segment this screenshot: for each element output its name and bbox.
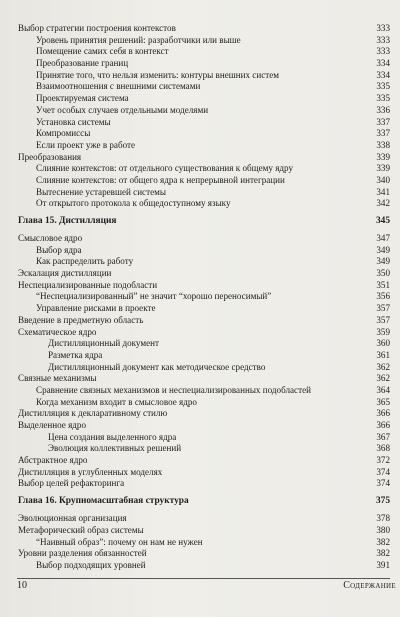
toc-page-number: 337 — [376, 128, 390, 139]
toc-entry-row — [18, 408, 390, 420]
toc-entry-title: Метафорический образ системы — [18, 524, 144, 535]
toc-page-number: 335 — [376, 81, 390, 92]
toc-entry-title: Схематическое ядро — [18, 326, 97, 337]
toc-entry-title: Эскалация дистилляции — [18, 268, 112, 279]
toc-entry-row — [18, 513, 390, 525]
toc-page-number: 337 — [376, 116, 390, 127]
toc-entry-row — [18, 233, 390, 245]
toc-page-number: 341 — [376, 186, 390, 197]
toc-page-number: 391 — [376, 559, 390, 570]
toc-entry-title: Взаимоотношения с внешними системами — [36, 81, 201, 92]
toc-entry-title: “Наивный образ”: почему он нам не нужен — [36, 536, 203, 547]
toc-page-number: 340 — [376, 174, 390, 185]
toc-entry-row — [18, 256, 390, 268]
footer-page-number: 10 — [17, 580, 27, 591]
toc-page-number: 368 — [376, 443, 390, 454]
toc-entry-row — [18, 338, 390, 350]
chapter-title: Глава 15. Дистилляция — [18, 216, 117, 226]
toc-page-number: 357 — [376, 314, 390, 325]
toc-entry-title: Помещение самих себя в контекст — [36, 46, 169, 57]
toc-entry-title: Преобразования — [18, 151, 82, 162]
toc-page-number: 339 — [376, 151, 390, 162]
toc-entry-title: Вытеснение устаревшей системы — [36, 186, 166, 197]
toc-entry-title: Учет особых случаев отдельными моделями — [36, 104, 209, 115]
toc-entry-title: Смысловое ядро — [18, 233, 83, 243]
toc-entry-title: Как распределить работу — [36, 256, 134, 267]
toc-entry-row — [18, 35, 390, 47]
table-of-contents — [18, 23, 390, 572]
toc-page-number: 360 — [376, 338, 390, 349]
toc-page-number: 339 — [376, 163, 390, 174]
toc-entry-row — [18, 303, 390, 315]
footer-section-title: Содержание — [343, 580, 396, 591]
toc-entry-title: Введение в предметную область — [18, 314, 144, 325]
toc-entry-title: Абстрактное ядро — [18, 455, 88, 466]
toc-page-number: 380 — [376, 524, 390, 535]
toc-entry-row — [18, 105, 390, 117]
toc-entry-row — [18, 537, 390, 549]
toc-entry-row — [18, 46, 390, 58]
toc-page-number: 366 — [376, 408, 390, 419]
toc-entry-row — [18, 198, 390, 210]
toc-page-number: 335 — [376, 93, 390, 104]
toc-entry-title: Слияние контекстов: от отдельного существования к общему ядру — [36, 163, 294, 174]
chapter-title: Глава 16. Крупномасштабная структура — [18, 496, 189, 507]
toc-entry-row — [18, 432, 390, 444]
footer-rule — [17, 578, 390, 579]
toc-entry-title: Разметка ядра — [48, 349, 103, 360]
toc-entry-title: Установка системы — [36, 116, 111, 127]
toc-entry-title: Выбор ядра — [36, 244, 82, 255]
toc-entry-row — [18, 291, 390, 303]
toc-page-number: 334 — [376, 58, 390, 69]
toc-entry-row — [18, 58, 390, 70]
toc-page-number: 347 — [376, 233, 390, 243]
toc-page-number: 362 — [376, 373, 390, 384]
toc-page-number: 351 — [376, 279, 390, 290]
toc-entry-row — [18, 152, 390, 164]
toc-entry-title: Дистилляция к декларативному стилю — [18, 408, 168, 419]
toc-entry-title: “Неспециализированный” не значит “хорошо переносимый” — [36, 291, 272, 302]
toc-page-number: 359 — [376, 326, 390, 337]
toc-page-number: 361 — [376, 349, 390, 360]
toc-entry-title: Дистилляционный документ как методическое средство — [48, 361, 266, 372]
toc-page-number: 349 — [376, 256, 390, 267]
toc-entry-row — [18, 420, 390, 432]
toc-entry-row — [18, 443, 390, 455]
toc-entry-row — [18, 128, 390, 140]
toc-entry-row — [18, 455, 390, 467]
toc-entry-row — [18, 478, 390, 490]
toc-entry-title: Проектируемая система — [36, 93, 129, 104]
toc-entry-row — [18, 268, 390, 280]
toc-entry-title: Компромиссы — [36, 128, 91, 139]
toc-entry-row — [18, 373, 390, 385]
toc-entry-title: Сравнение связных механизмов и неспециализированных подобластей — [36, 384, 311, 395]
toc-entry-title: Выбор подходящих уровней — [36, 559, 146, 570]
toc-entry-title: Выделенное ядро — [18, 420, 87, 430]
toc-page-number: 366 — [376, 420, 390, 430]
toc-page-number: 334 — [376, 69, 390, 80]
toc-entry-row — [18, 548, 390, 560]
toc-page-number: 382 — [376, 536, 390, 547]
toc-entry-title: От открытого протокола к общедоступному языку — [36, 198, 231, 209]
toc-page-number: 333 — [376, 46, 390, 57]
toc-entry-row — [18, 70, 390, 82]
toc-entry-row — [18, 23, 390, 35]
toc-entry-row — [18, 385, 390, 397]
toc-page-number: 364 — [376, 384, 390, 395]
toc-chapter-row — [18, 214, 390, 229]
toc-entry-title: Управление рисками в проекте — [36, 303, 156, 314]
toc-page-number: 333 — [376, 23, 390, 33]
toc-entry-row — [18, 93, 390, 105]
toc-entry-title: Выбор стратегии построения контекстов — [18, 23, 176, 33]
toc-page-number: 367 — [376, 431, 390, 442]
toc-entry-title: Дистилляция в углубленных моделях — [18, 466, 163, 477]
toc-entry-row — [18, 315, 390, 327]
toc-page-number: 342 — [376, 198, 390, 209]
toc-entry-title: Дистилляционный документ — [48, 338, 159, 349]
toc-entry-title: Когда механизм входит в смысловое ядро — [36, 396, 197, 407]
toc-page-number: 374 — [376, 466, 390, 477]
toc-entry-row — [18, 362, 390, 374]
toc-entry-title: Уровни разделения обязанностей — [18, 548, 147, 559]
toc-entry-row — [18, 560, 390, 572]
toc-entry-row — [18, 467, 390, 479]
toc-page-number: 345 — [375, 216, 390, 226]
toc-page-number: 362 — [376, 361, 390, 372]
toc-entry-title: Уровень принятия решений: разработчики или выше — [36, 34, 241, 45]
toc-entry-row — [18, 140, 390, 152]
toc-page-number: 378 — [376, 513, 390, 524]
toc-entry-title: Цена создания выделенного ядра — [48, 431, 177, 442]
toc-page-number: 333 — [376, 34, 390, 45]
toc-entry-row — [18, 397, 390, 409]
toc-entry-title: Если проект уже в работе — [36, 139, 136, 150]
toc-page-number: 338 — [376, 139, 390, 150]
toc-entry-title: Эволюционная организация — [18, 513, 127, 524]
toc-page-number: 365 — [376, 396, 390, 407]
toc-entry-title: Выбор целей рефакторинга — [18, 478, 125, 489]
toc-entry-row — [18, 280, 390, 292]
toc-entry-row — [18, 81, 390, 93]
toc-entry-title: Слияние контекстов: от общего ядра к непрерывной интеграции — [36, 174, 285, 185]
toc-chapter-row — [18, 494, 390, 509]
toc-page-number: 356 — [376, 291, 390, 302]
toc-page-number: 375 — [375, 496, 390, 507]
toc-page-number: 382 — [376, 548, 390, 559]
toc-entry-row — [18, 350, 390, 362]
toc-entry-title: Преобразование границ — [36, 58, 129, 69]
toc-entry-row — [18, 245, 390, 257]
toc-entry-row — [18, 175, 390, 187]
toc-entry-row — [18, 117, 390, 129]
toc-page-number: 372 — [376, 455, 390, 466]
toc-page-number: 350 — [376, 268, 390, 279]
toc-page-number: 357 — [376, 303, 390, 314]
toc-entry-title: Эволюция коллективных решений — [48, 443, 182, 454]
toc-page-number: 374 — [376, 478, 390, 489]
toc-entry-title: Связные механизмы — [18, 373, 97, 384]
toc-entry-row — [18, 163, 390, 175]
toc-entry-row — [18, 187, 390, 199]
toc-entry-row — [18, 525, 390, 537]
toc-page-number: 336 — [376, 104, 390, 115]
toc-entry-title: Неспециализированные подобласти — [18, 279, 158, 290]
toc-page-number: 349 — [376, 244, 390, 255]
toc-entry-row — [18, 327, 390, 339]
toc-entry-title: Принятие того, что нельзя изменить: контуры внешних систем — [36, 69, 279, 80]
